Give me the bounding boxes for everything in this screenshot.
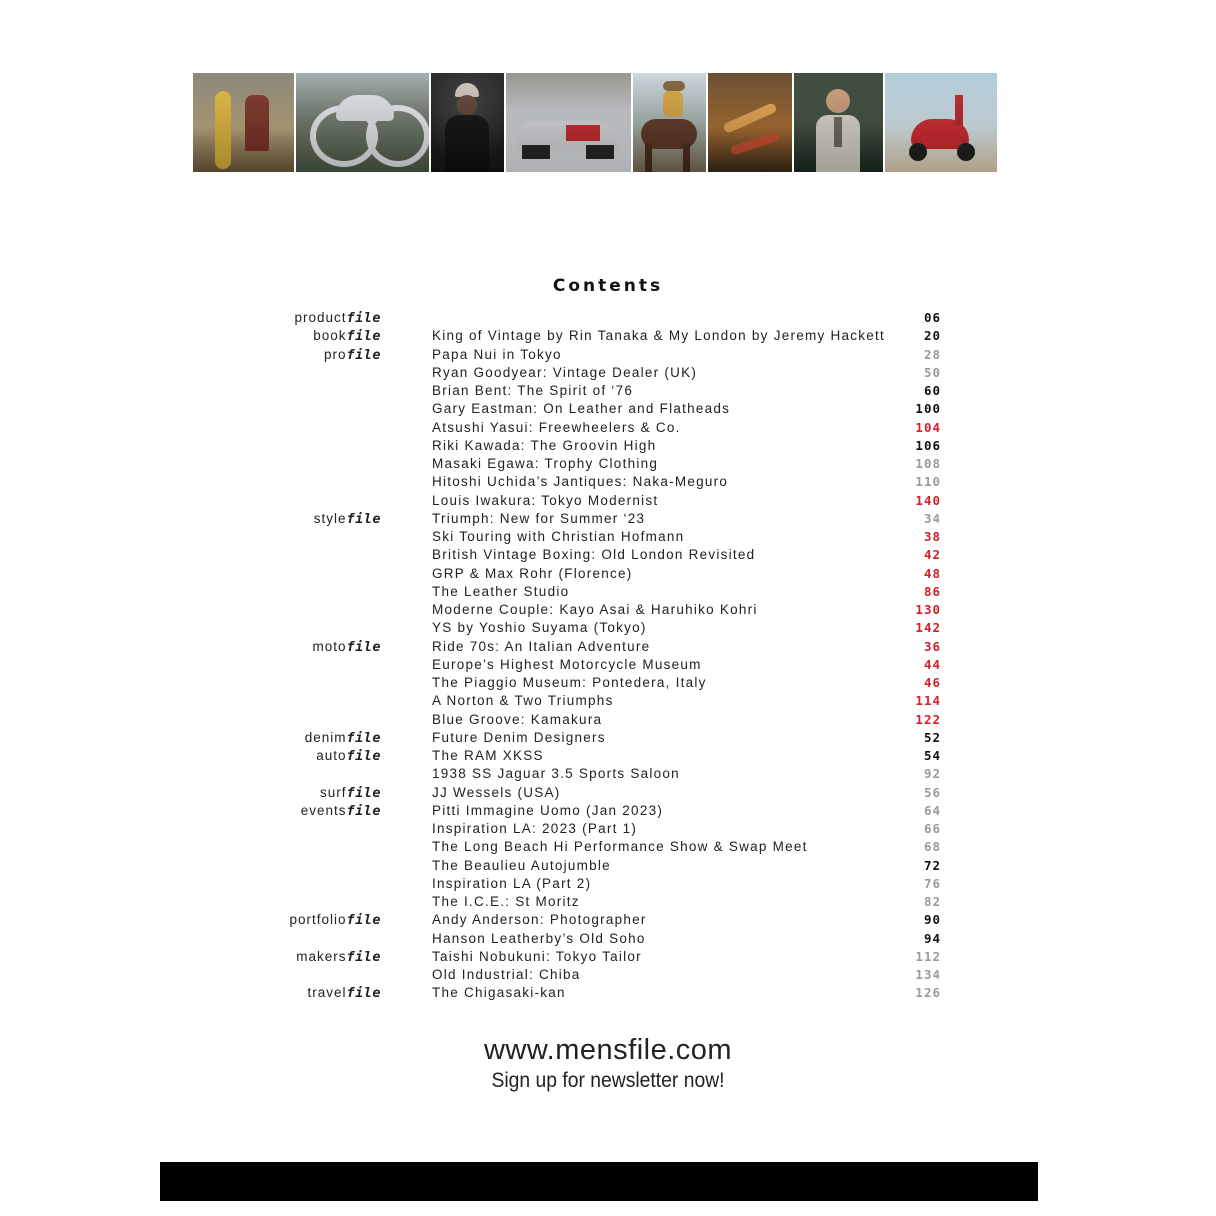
toc-section-suffix: file bbox=[346, 985, 381, 1002]
toc-entry[interactable] bbox=[0, 346, 1216, 364]
toc-article-title[interactable]: The I.C.E.: St Moritz bbox=[432, 894, 580, 909]
toc-entry[interactable] bbox=[0, 583, 1216, 601]
toc-page-number[interactable]: 64 bbox=[923, 802, 941, 818]
toc-article-title[interactable]: Ride 70s: An Italian Adventure bbox=[432, 638, 651, 654]
toc-entry[interactable] bbox=[0, 966, 1216, 984]
toc-entry[interactable] bbox=[0, 911, 1216, 929]
toc-page-number[interactable]: 66 bbox=[923, 821, 941, 836]
toc-section-suffix: file bbox=[346, 748, 381, 764]
toc-article-title[interactable]: Ryan Goodyear: Vintage Dealer (UK) bbox=[432, 364, 698, 380]
toc-section-name: surf bbox=[319, 784, 347, 800]
toc-article-title[interactable]: Taishi Nobukuni: Tokyo Tailor bbox=[432, 948, 642, 964]
toc-entry[interactable] bbox=[0, 747, 1216, 765]
toc-page-number[interactable]: 56 bbox=[923, 784, 941, 800]
toc-section-suffix: file bbox=[346, 784, 381, 801]
toc-section-suffix: file bbox=[346, 328, 381, 345]
toc-page-number[interactable]: 114 bbox=[915, 693, 941, 709]
toc-section-label bbox=[313, 327, 381, 345]
photo-surfers-beach bbox=[708, 73, 792, 172]
toc-section-label bbox=[305, 729, 381, 747]
photo-leather-jacket-man bbox=[431, 73, 504, 172]
toc-entry[interactable] bbox=[0, 638, 1216, 656]
toc-article-title[interactable]: Ski Touring with Christian Hofmann bbox=[432, 529, 685, 544]
toc-article-title[interactable]: Triumph: New for Summer ‘23 bbox=[432, 510, 646, 526]
photo-surfboard-man bbox=[193, 73, 294, 172]
toc-entry[interactable] bbox=[0, 455, 1216, 473]
photo-retro-bicycle bbox=[296, 73, 429, 172]
photo-red-scooter bbox=[885, 73, 997, 172]
header-photo-strip bbox=[193, 73, 997, 172]
toc-entry[interactable] bbox=[0, 419, 1216, 437]
table-of-contents bbox=[0, 309, 1216, 1003]
toc-page-number[interactable]: 112 bbox=[915, 948, 941, 964]
toc-page-number[interactable]: 44 bbox=[923, 656, 941, 672]
toc-page-number[interactable]: 06 bbox=[923, 310, 941, 325]
toc-section-suffix: file bbox=[346, 948, 381, 965]
toc-page-number[interactable]: 50 bbox=[923, 364, 941, 380]
toc-page-number[interactable]: 126 bbox=[915, 985, 941, 1001]
toc-article-title[interactable]: YS by Yoshio Suyama (Tokyo) bbox=[432, 620, 647, 636]
toc-entry[interactable] bbox=[0, 601, 1216, 619]
toc-article-title[interactable]: Hitoshi Uchida’s Jantiques: Naka-Meguro bbox=[432, 474, 729, 490]
toc-page-number[interactable]: 86 bbox=[923, 583, 941, 599]
toc-entry[interactable] bbox=[0, 437, 1216, 455]
toc-section-name: moto bbox=[312, 638, 347, 654]
toc-section-name: auto bbox=[316, 748, 347, 763]
toc-article-title[interactable]: The Piaggio Museum: Pontedera, Italy bbox=[432, 675, 707, 690]
toc-page-number[interactable]: 72 bbox=[923, 857, 941, 873]
toc-page-number[interactable]: 54 bbox=[923, 748, 941, 763]
toc-section-name: travel bbox=[307, 985, 347, 1001]
toc-entry[interactable] bbox=[0, 382, 1216, 400]
toc-page-number[interactable]: 52 bbox=[923, 729, 941, 745]
toc-section-label bbox=[289, 911, 381, 929]
toc-entry[interactable] bbox=[0, 802, 1216, 820]
toc-entry[interactable] bbox=[0, 674, 1216, 692]
toc-article-title[interactable]: King of Vintage by Rin Tanaka & My London by Jeremy Hackett bbox=[432, 328, 885, 344]
toc-section-suffix: file bbox=[346, 729, 381, 746]
footer-bar bbox=[160, 1162, 1038, 1201]
toc-page-number[interactable]: 68 bbox=[923, 839, 941, 855]
toc-page-number[interactable]: 46 bbox=[923, 675, 941, 690]
toc-article-title[interactable]: Future Denim Designers bbox=[432, 729, 606, 745]
newsletter-signup-cta[interactable]: Sign up for newsletter now! bbox=[491, 1069, 725, 1092]
toc-article-title[interactable]: Andy Anderson: Photographer bbox=[432, 912, 647, 928]
toc-entry[interactable] bbox=[0, 400, 1216, 418]
photo-man-in-suit bbox=[794, 73, 883, 172]
toc-section-suffix: file bbox=[346, 510, 381, 527]
toc-entry[interactable] bbox=[0, 473, 1216, 491]
toc-section-label bbox=[314, 510, 381, 528]
toc-page-number[interactable]: 104 bbox=[915, 419, 941, 435]
toc-entry[interactable] bbox=[0, 820, 1216, 838]
toc-article-title[interactable]: JJ Wessels (USA) bbox=[432, 784, 561, 800]
toc-entry[interactable] bbox=[0, 984, 1216, 1002]
toc-page-number[interactable]: 142 bbox=[915, 620, 941, 636]
toc-section-name: denim bbox=[304, 729, 347, 745]
contents-heading: Contents bbox=[552, 276, 664, 296]
toc-page-number[interactable]: 90 bbox=[923, 912, 941, 928]
toc-section-label bbox=[316, 747, 381, 765]
toc-entry[interactable] bbox=[0, 565, 1216, 583]
toc-section-name: portfolio bbox=[289, 912, 347, 928]
toc-page-number[interactable]: 92 bbox=[923, 766, 941, 782]
toc-article-title[interactable]: The Leather Studio bbox=[432, 583, 570, 599]
toc-page-number[interactable]: 76 bbox=[923, 875, 941, 891]
toc-section-label bbox=[307, 984, 381, 1002]
toc-page-number[interactable]: 28 bbox=[923, 346, 941, 362]
toc-section-suffix: file bbox=[346, 912, 381, 929]
toc-section-suffix: file bbox=[346, 802, 381, 819]
toc-page-number[interactable]: 94 bbox=[923, 930, 941, 946]
toc-page-number[interactable]: 134 bbox=[915, 967, 941, 982]
toc-article-title[interactable]: Gary Eastman: On Leather and Flatheads bbox=[432, 401, 731, 417]
toc-section-name: book bbox=[313, 328, 347, 344]
toc-article-title[interactable]: Masaki Egawa: Trophy Clothing bbox=[432, 456, 659, 471]
toc-entry[interactable] bbox=[0, 364, 1216, 382]
toc-article-title[interactable]: Inspiration LA (Part 2) bbox=[432, 875, 592, 891]
toc-entry[interactable] bbox=[0, 492, 1216, 510]
toc-section-label bbox=[324, 346, 381, 364]
toc-page-number[interactable]: 100 bbox=[915, 401, 941, 417]
toc-entry[interactable] bbox=[0, 510, 1216, 528]
toc-article-title[interactable]: 1938 SS Jaguar 3.5 Sports Saloon bbox=[432, 766, 680, 782]
toc-page-number[interactable]: 34 bbox=[923, 510, 941, 526]
toc-page-number[interactable]: 42 bbox=[923, 547, 941, 563]
toc-section-suffix: file bbox=[346, 310, 381, 326]
toc-section-label bbox=[320, 784, 381, 802]
toc-entry[interactable] bbox=[0, 309, 1216, 327]
toc-article-title[interactable]: Papa Nui in Tokyo bbox=[432, 346, 562, 362]
toc-article-title[interactable]: The Chigasaki-kan bbox=[432, 985, 566, 1001]
toc-section-label bbox=[301, 802, 381, 820]
toc-article-title[interactable]: British Vintage Boxing: Old London Revisited bbox=[432, 547, 756, 563]
toc-page-number[interactable]: 106 bbox=[915, 437, 941, 453]
toc-section-label bbox=[296, 948, 381, 966]
toc-page-number[interactable]: 60 bbox=[923, 383, 941, 398]
toc-section-label bbox=[294, 309, 381, 327]
toc-entry[interactable] bbox=[0, 930, 1216, 948]
toc-page-number[interactable]: 38 bbox=[923, 529, 941, 544]
toc-entry[interactable] bbox=[0, 711, 1216, 729]
toc-article-title[interactable]: Brian Bent: The Spirit of ‘76 bbox=[432, 383, 634, 398]
toc-page-number[interactable]: 20 bbox=[923, 328, 941, 344]
toc-page-number[interactable]: 48 bbox=[923, 565, 941, 581]
toc-entry[interactable] bbox=[0, 765, 1216, 783]
toc-page-number[interactable]: 108 bbox=[915, 456, 941, 471]
toc-section-suffix: file bbox=[346, 638, 381, 655]
toc-article-title[interactable]: Old Industrial: Chiba bbox=[432, 967, 581, 982]
toc-page-number[interactable]: 122 bbox=[915, 711, 941, 727]
toc-article-title[interactable]: Europe’s Highest Motorcycle Museum bbox=[432, 656, 702, 672]
toc-article-title[interactable]: Pitti Immagine Uomo (Jan 2023) bbox=[432, 802, 664, 818]
toc-section-name: makers bbox=[296, 948, 347, 964]
toc-entry[interactable] bbox=[0, 619, 1216, 637]
toc-section-label bbox=[312, 638, 381, 656]
toc-article-title[interactable]: Atsushi Yasui: Freewheelers & Co. bbox=[432, 419, 681, 435]
toc-page-number[interactable]: 130 bbox=[915, 602, 941, 617]
toc-entry[interactable] bbox=[0, 546, 1216, 564]
toc-entry[interactable] bbox=[0, 875, 1216, 893]
toc-article-title[interactable]: Riki Kawada: The Groovin High bbox=[432, 437, 657, 453]
photo-race-car-snow bbox=[506, 73, 631, 172]
toc-entry[interactable] bbox=[0, 948, 1216, 966]
toc-article-title[interactable]: The RAM XKSS bbox=[432, 748, 544, 763]
toc-page-number[interactable]: 110 bbox=[915, 474, 941, 490]
toc-page-number[interactable]: 140 bbox=[915, 492, 941, 508]
website-url[interactable]: www.mensfile.com bbox=[483, 1034, 733, 1066]
toc-article-title[interactable]: Moderne Couple: Kayo Asai & Haruhiko Kohri bbox=[432, 602, 758, 617]
toc-section-name: product bbox=[294, 310, 347, 325]
toc-section-suffix: file bbox=[346, 346, 381, 363]
toc-page-number[interactable]: 36 bbox=[923, 638, 941, 654]
toc-entry[interactable] bbox=[0, 857, 1216, 875]
toc-entry[interactable] bbox=[0, 893, 1216, 911]
photo-horse-rider bbox=[633, 73, 706, 172]
toc-article-title[interactable]: Louis Iwakura: Tokyo Modernist bbox=[432, 492, 659, 508]
toc-entry[interactable] bbox=[0, 784, 1216, 802]
toc-entry[interactable] bbox=[0, 692, 1216, 710]
toc-article-title[interactable]: Blue Groove: Kamakura bbox=[432, 711, 603, 727]
toc-entry[interactable] bbox=[0, 656, 1216, 674]
toc-section-name: pro bbox=[323, 346, 347, 362]
toc-entry[interactable] bbox=[0, 528, 1216, 546]
toc-entry[interactable] bbox=[0, 729, 1216, 747]
toc-section-name: events bbox=[300, 802, 347, 818]
toc-page-number[interactable]: 82 bbox=[923, 894, 941, 909]
toc-article-title[interactable]: The Long Beach Hi Performance Show & Swap Meet bbox=[432, 839, 808, 855]
toc-entry[interactable] bbox=[0, 327, 1216, 345]
toc-section-name: style bbox=[313, 510, 347, 526]
toc-entry[interactable] bbox=[0, 838, 1216, 856]
toc-article-title[interactable]: GRP & Max Rohr (Florence) bbox=[432, 565, 633, 581]
toc-article-title[interactable]: Inspiration LA: 2023 (Part 1) bbox=[432, 821, 638, 836]
toc-article-title[interactable]: A Norton & Two Triumphs bbox=[432, 693, 614, 709]
toc-article-title[interactable]: Hanson Leatherby’s Old Soho bbox=[432, 930, 646, 946]
toc-article-title[interactable]: The Beaulieu Autojumble bbox=[432, 857, 611, 873]
